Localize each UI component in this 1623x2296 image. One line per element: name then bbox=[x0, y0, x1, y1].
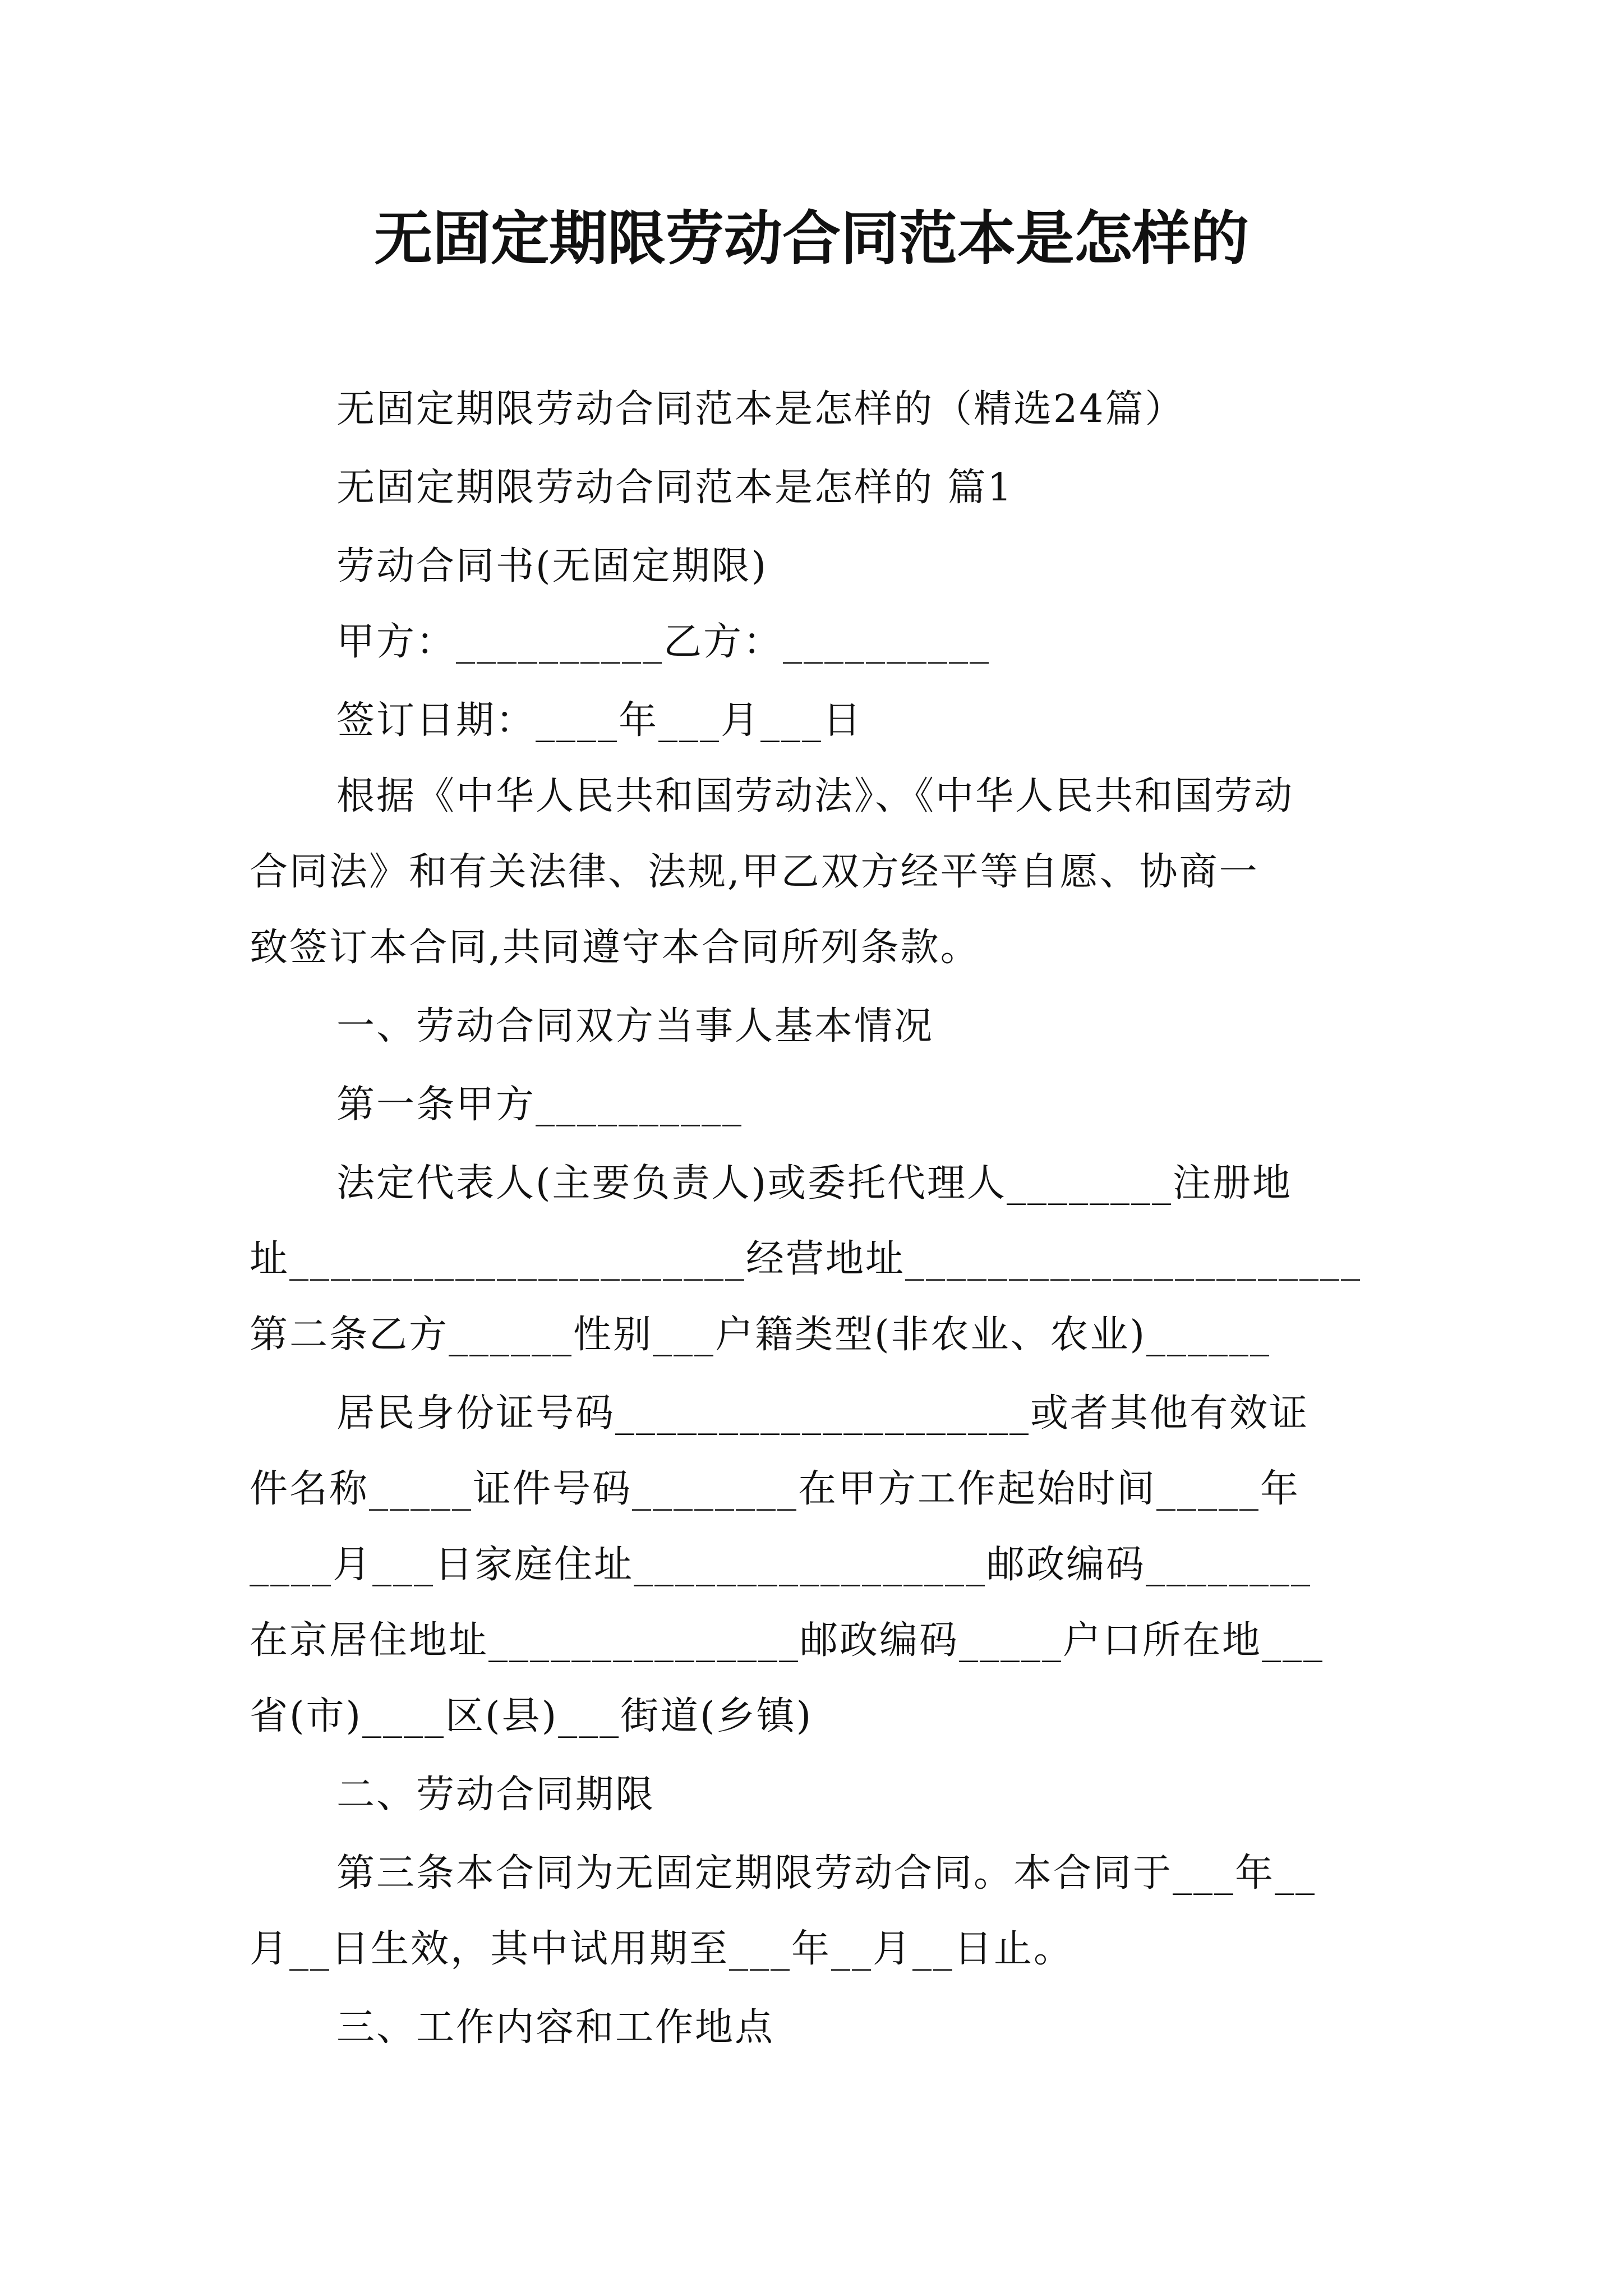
document-title: 无固定期限劳动合同范本是怎样的 bbox=[374, 204, 1249, 273]
section-heading: 一、劳动合同双方当事人基本情况 bbox=[336, 1004, 934, 1048]
section-heading: 无固定期限劳动合同范本是怎样的 篇1 bbox=[336, 466, 1013, 510]
paragraph-line: ____月___日家庭住址_________________邮政编码________ bbox=[250, 1543, 1312, 1587]
paragraph-line: 件名称_____证件号码________在甲方工作起始时间_____年 bbox=[250, 1467, 1301, 1511]
paragraph-line: 致签订本合同,共同遵守本合同所列条款。 bbox=[250, 926, 980, 970]
article-line: 第二条乙方______性别___户籍类型(非农业、农业)______ bbox=[250, 1313, 1271, 1357]
signing-date-line: 签订日期：____年___月___日 bbox=[336, 698, 863, 743]
paragraph-line: 居民身份证号码____________________或者其他有效证 bbox=[336, 1391, 1310, 1435]
paragraph-line: 址______________________经营地址______________________ bbox=[250, 1237, 1362, 1281]
section-heading: 二、劳动合同期限 bbox=[336, 1773, 656, 1817]
article-line: 第三条本合同为无固定期限劳动合同。本合同于___年__ bbox=[336, 1851, 1317, 1895]
paragraph-line: 在京居住地址_______________邮政编码_____户口所在地___ bbox=[250, 1618, 1325, 1663]
paragraph-line: 省(市)____区(县)___街道(乡镇) bbox=[250, 1694, 813, 1738]
section-heading: 三、工作内容和工作地点 bbox=[336, 2005, 775, 2050]
paragraph-line: 合同法》和有关法律、法规,甲乙双方经平等自愿、协商一 bbox=[250, 850, 1259, 894]
article-line: 第一条甲方__________ bbox=[336, 1083, 744, 1127]
paragraph-line: 月__日生效，其中试用期至___年__月__日止。 bbox=[250, 1927, 1074, 1971]
parties-line: 甲方：__________乙方：__________ bbox=[336, 620, 991, 664]
contract-name: 劳动合同书(无固定期限) bbox=[336, 544, 768, 588]
subtitle-line: 无固定期限劳动合同范本是怎样的（精选24篇） bbox=[336, 387, 1185, 431]
paragraph-line: 根据《中华人民共和国劳动法》、《中华人民共和国劳动 bbox=[336, 774, 1294, 818]
paragraph-line: 法定代表人(主要负责人)或委托代理人________注册地 bbox=[336, 1161, 1293, 1205]
